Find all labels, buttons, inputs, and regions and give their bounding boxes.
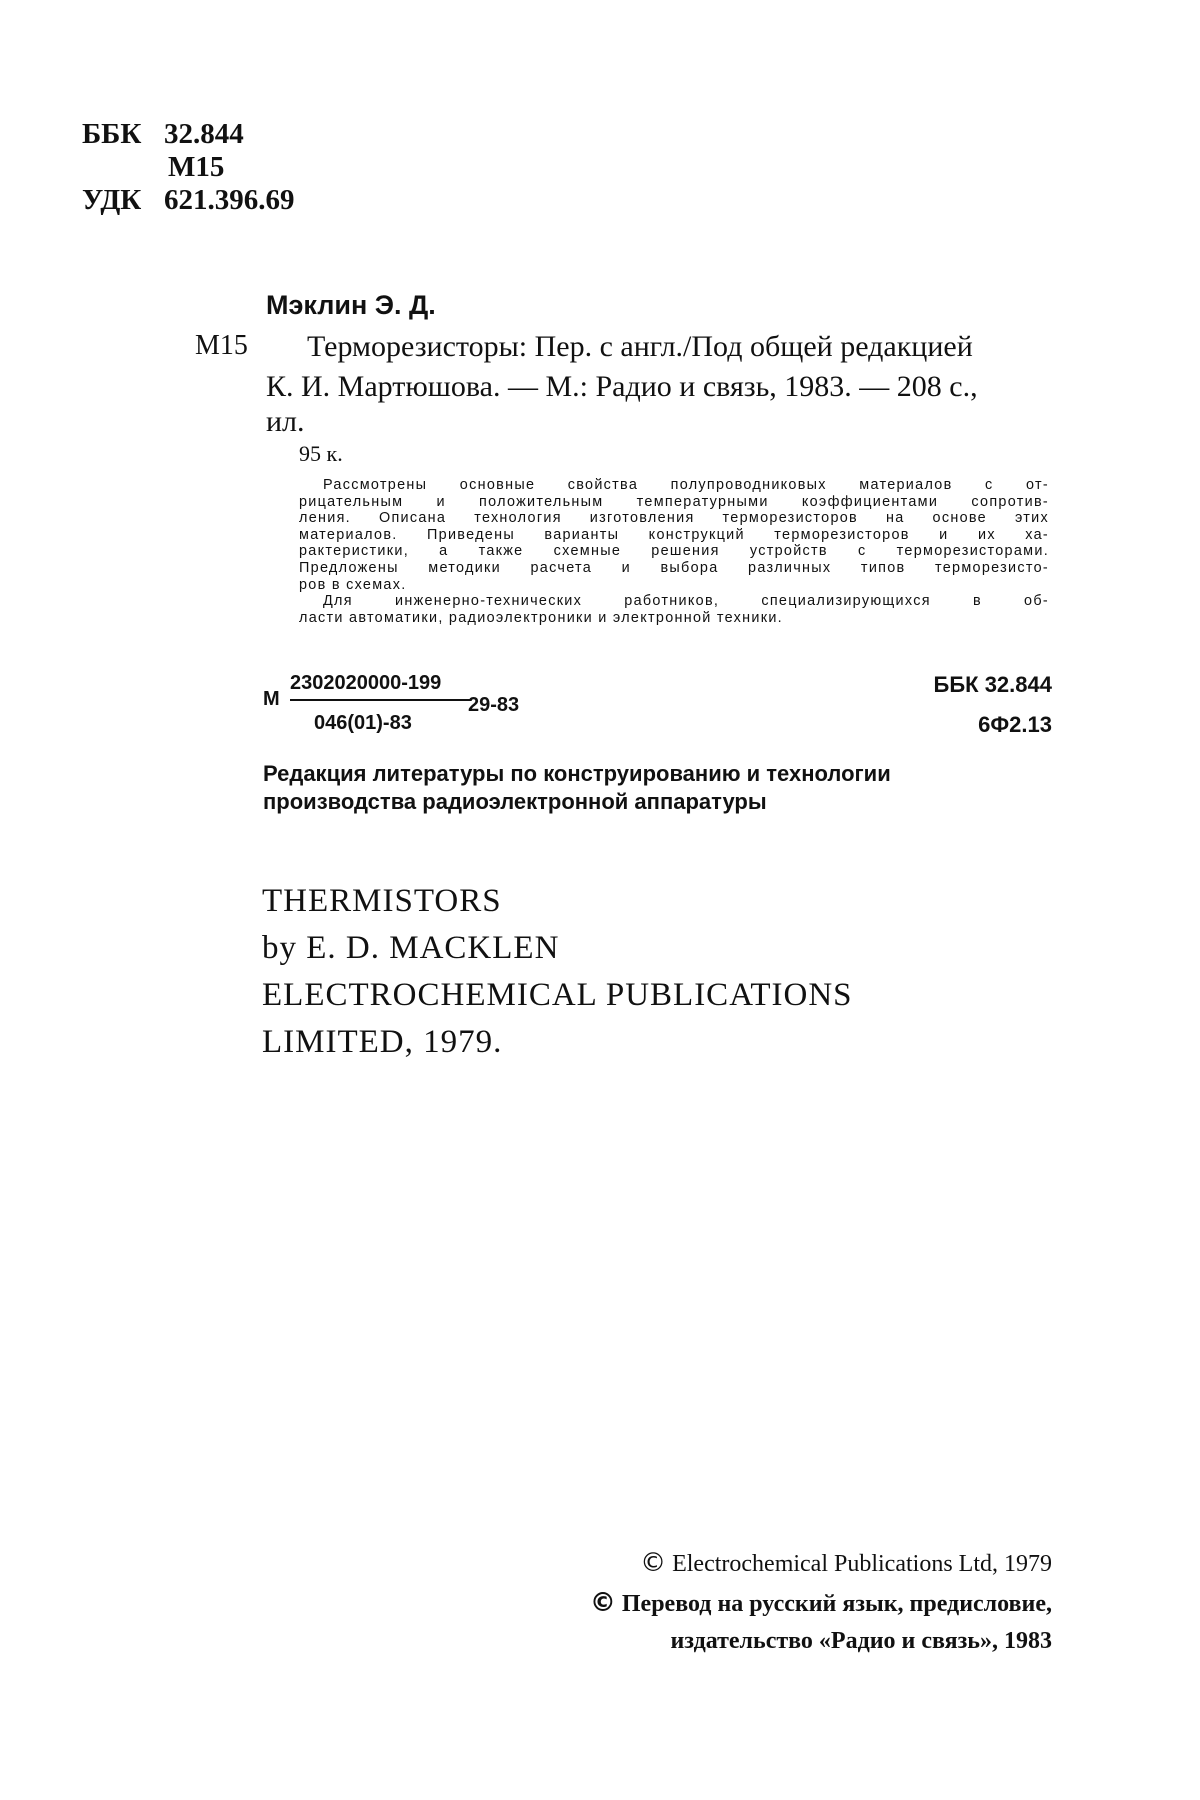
record-mark: М15: [195, 330, 248, 361]
copyright-translation-text: Перевод на русский язык, предисловие,: [621, 1591, 1052, 1617]
annotation-line: материалов. Приведены варианты конструкций терморезисторов и их ха-: [299, 526, 1049, 543]
copyright-publisher: издательство «Радио и связь», 1983: [670, 1628, 1052, 1654]
editorial-line-1: Редакция литературы по конструированию и технологии: [263, 761, 891, 786]
editorial-office: [263, 760, 891, 816]
title-line-3: ил.: [266, 405, 305, 438]
bbk-code: 32.844: [164, 118, 244, 150]
title-line-2: К. И. Мартюшова. — М.: Радио и связь, 1983. — 208 с.,: [266, 370, 978, 403]
original-title: THERMISTORS: [262, 883, 502, 919]
annotation-line: рицательным и положительным температурными коэффициентами сопротив-: [299, 493, 1049, 510]
fraction-line: [290, 699, 470, 701]
annotation: [299, 477, 1049, 626]
bbk-index: ББК 32.844: [933, 672, 1052, 697]
code-suffix: 29-83: [468, 694, 520, 716]
original-author: by E. D. MACKLEN: [262, 930, 560, 966]
code-letter: М: [263, 688, 280, 710]
subject-index: 6Ф2.13: [978, 712, 1052, 737]
udk-code: 621.396.69: [164, 184, 295, 216]
code-numerator: 2302020000-199: [290, 672, 442, 694]
original-edition: [262, 878, 853, 1066]
udk-label: УДК: [82, 184, 142, 216]
copyright-icon: ©: [640, 1548, 667, 1578]
copyright-original: [640, 1548, 1052, 1578]
author-name: Мэклин Э. Д.: [266, 290, 436, 320]
annotation-line: Предложены методики расчета и выбора различных типов терморезисто-: [299, 559, 1049, 576]
copyright-icon: ©: [589, 1588, 616, 1618]
annotation-line: ления. Описана технология изготовления терморезисторов на основе этих: [299, 510, 1049, 527]
audience-line: ласти автоматики, радиоэлектроники и электронной техники.: [299, 609, 783, 626]
original-publisher: ELECTROCHEMICAL PUBLICATIONS: [262, 977, 853, 1013]
classification-block: [82, 118, 295, 217]
annotation-line: Рассмотрены основные свойства полупроводниковых материалов с от-: [323, 477, 1049, 493]
editorial-line-2: производства радиоэлектронной аппаратуры: [263, 789, 767, 814]
annotation-line: ров в схемах.: [299, 576, 407, 593]
copyright-translation: [590, 1588, 1052, 1618]
original-publisher-year: LIMITED, 1979.: [262, 1024, 503, 1060]
title-line-1: Терморезисторы: Пер. с англ./Под общей редакцией: [307, 330, 973, 363]
annotation-line: рактеристики, а также схемные решения устройств с терморезисторами.: [299, 543, 1049, 560]
author-mark-code: М15: [168, 151, 225, 183]
copyright-original-text: Electrochemical Publications Ltd, 1979: [672, 1551, 1052, 1577]
bbk-label: ББК: [82, 118, 142, 150]
audience-line: Для инженерно-технических работников, специализирующихся в об-: [323, 593, 1049, 610]
price: 95 к.: [299, 441, 343, 466]
code-denominator: 046(01)-83: [314, 712, 412, 734]
